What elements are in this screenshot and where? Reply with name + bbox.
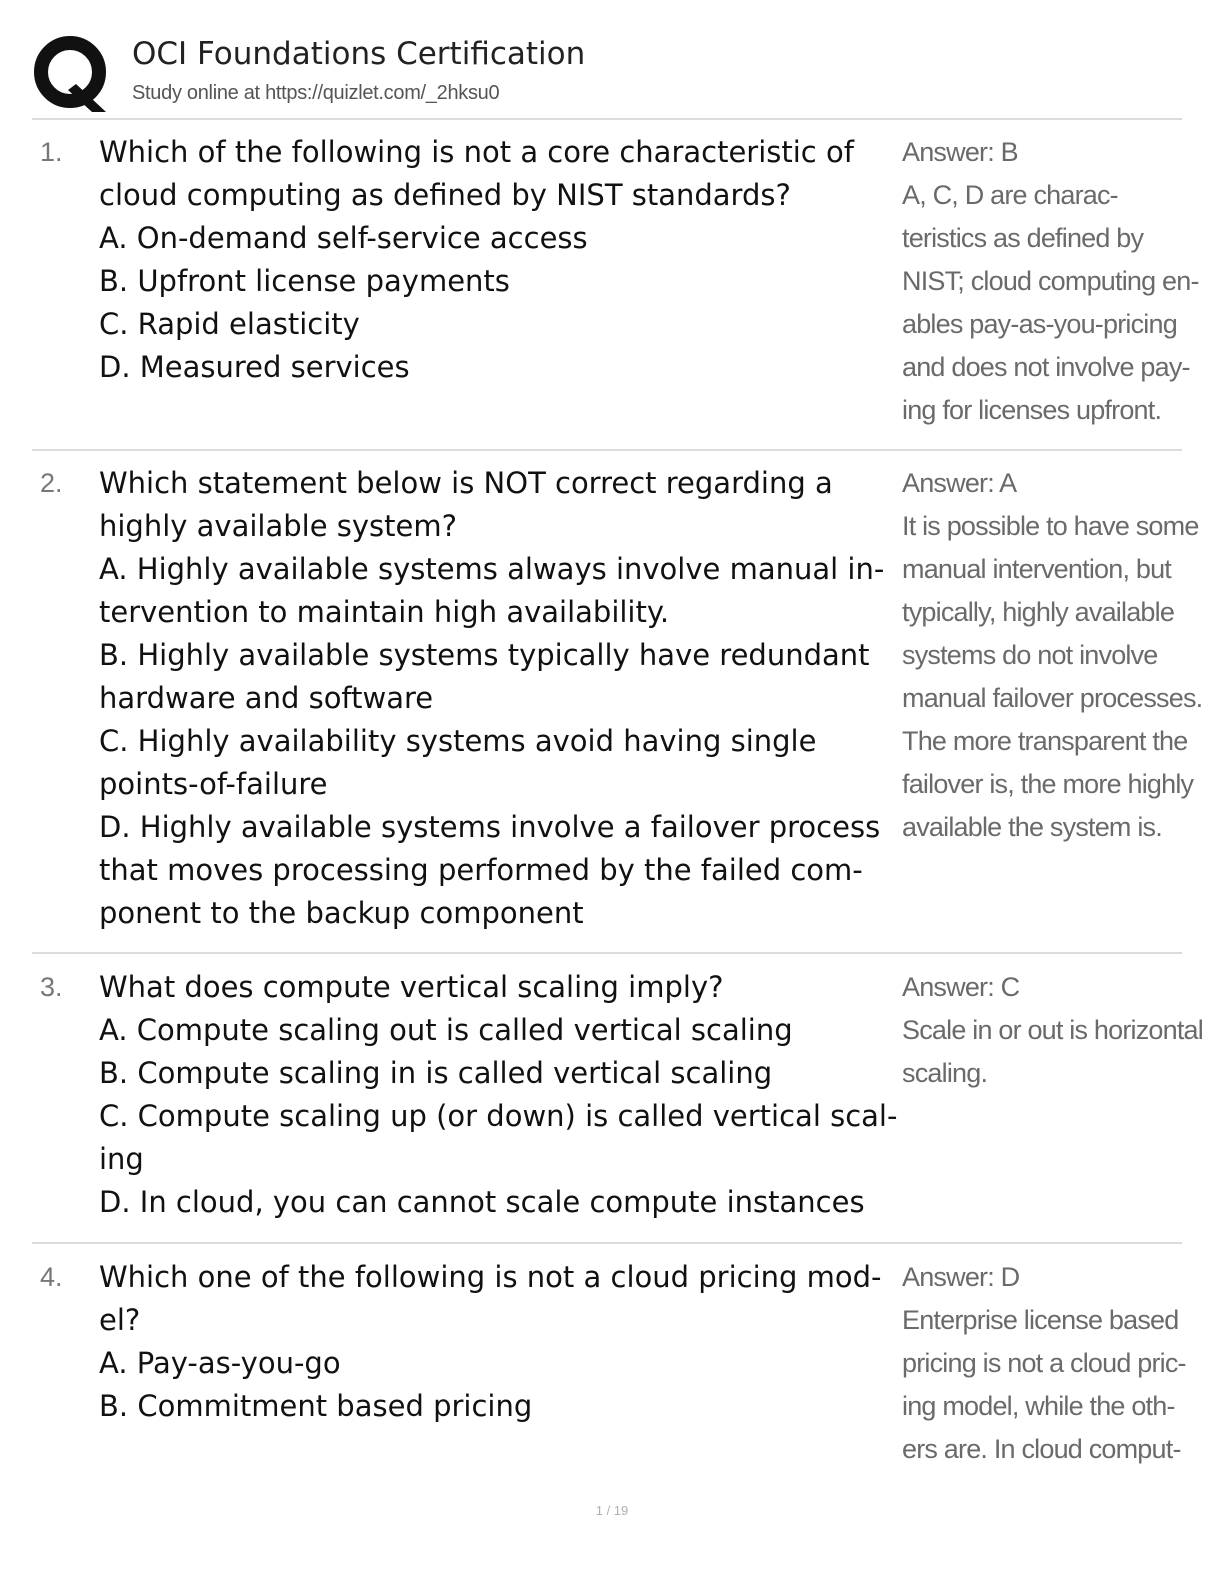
explanation-line: failover is, the more highly (902, 769, 1194, 799)
explanation-line: The more transparent the (902, 726, 1188, 756)
question-text (99, 462, 894, 935)
explanation-line: ers are. In cloud comput- (902, 1434, 1181, 1464)
option-d-cont: that moves processing performed by the failed com- (99, 853, 863, 887)
explanation-line: A, C, D are charac- (902, 180, 1118, 210)
option-a: A. Highly available systems always involve manual in- (99, 552, 885, 586)
question-number: 1. (40, 137, 63, 167)
option-a-cont: tervention to maintain high availability. (99, 595, 670, 629)
answer-explanation (902, 131, 1199, 432)
explanation-line: Scale in or out is horizontal (902, 1015, 1203, 1045)
option-b: B. Highly available systems typically have redundant (99, 638, 870, 672)
question-line: highly available system? (99, 509, 458, 543)
set-title: OCI Foundations Certification (132, 36, 586, 72)
option-c: C. Compute scaling up (or down) is called vertical scal- (99, 1099, 898, 1133)
explanation-line: manual failover processes. (902, 683, 1203, 713)
question-number: 3. (40, 972, 63, 1002)
question-line: Which of the following is not a core characteristic of (99, 135, 854, 169)
option-c-cont: ing (99, 1142, 144, 1176)
question-number: 2. (40, 468, 63, 498)
explanation-line: systems do not involve (902, 640, 1158, 670)
question-number: 4. (40, 1262, 63, 1292)
answer-label: Answer: C (902, 972, 1020, 1002)
explanation-line: scaling. (902, 1058, 988, 1088)
study-online-link[interactable]: Study online at https://quizlet.com/_2hksu0 (132, 82, 500, 104)
question-text (99, 1256, 894, 1428)
explanation-line: It is possible to have some (902, 511, 1199, 541)
option-d-cont: ponent to the backup component (99, 896, 584, 930)
answer-label: Answer: B (902, 137, 1018, 167)
option-a: A. Pay-as-you-go (99, 1346, 341, 1380)
question-line: What does compute vertical scaling imply? (99, 970, 724, 1004)
explanation-line: teristics as defined by (902, 223, 1144, 253)
option-d: D. Measured services (99, 350, 410, 384)
option-c: C. Highly availability systems avoid having single (99, 724, 817, 758)
explanation-line: manual intervention, but (902, 554, 1171, 584)
explanation-line: ables pay-as-you-pricing (902, 309, 1177, 339)
question-line: Which statement below is NOT correct regarding a (99, 466, 833, 500)
option-b: B. Upfront license payments (99, 264, 510, 298)
option-c: C. Rapid elasticity (99, 307, 360, 341)
option-b: B. Compute scaling in is called vertical scaling (99, 1056, 773, 1090)
explanation-line: ing for licenses upfront. (902, 395, 1162, 425)
question-text (99, 966, 898, 1224)
explanation-line: Enterprise license based (902, 1305, 1179, 1335)
option-d: D. In cloud, you can cannot scale compute instances (99, 1185, 865, 1219)
question-line: el? (99, 1303, 141, 1337)
question-text (99, 131, 894, 389)
answer-explanation (902, 462, 1203, 849)
option-d: D. Highly available systems involve a failover process (99, 810, 881, 844)
quizlet-q-logo-icon (32, 34, 112, 114)
explanation-line: typically, highly available (902, 597, 1175, 627)
question-block (32, 131, 1199, 451)
explanation-line: pricing is not a cloud pric- (902, 1348, 1186, 1378)
option-c-cont: points-of-failure (99, 767, 328, 801)
answer-label: Answer: A (902, 468, 1017, 498)
page-number: 1 / 19 (595, 1503, 629, 1518)
question-line: Which one of the following is not a cloud pricing mod- (99, 1260, 882, 1294)
question-block (32, 966, 1203, 1244)
question-line: cloud computing as defined by NIST standards? (99, 178, 791, 212)
explanation-line: NIST; cloud computing en- (902, 266, 1199, 296)
answer-explanation (902, 1256, 1192, 1471)
option-b-cont: hardware and software (99, 681, 434, 715)
explanation-line: ing model, while the oth- (902, 1391, 1175, 1421)
answer-explanation (902, 966, 1203, 1095)
question-block (32, 1256, 1186, 1476)
option-b: B. Commitment based pricing (99, 1389, 533, 1423)
question-block (32, 462, 1203, 954)
explanation-line: and does not involve pay- (902, 352, 1190, 382)
answer-label: Answer: D (902, 1262, 1020, 1292)
explanation-line: available the system is. (902, 812, 1162, 842)
page-header (32, 30, 1182, 120)
option-a: A. On-demand self-service access (99, 221, 588, 255)
option-a: A. Compute scaling out is called vertical scaling (99, 1013, 793, 1047)
